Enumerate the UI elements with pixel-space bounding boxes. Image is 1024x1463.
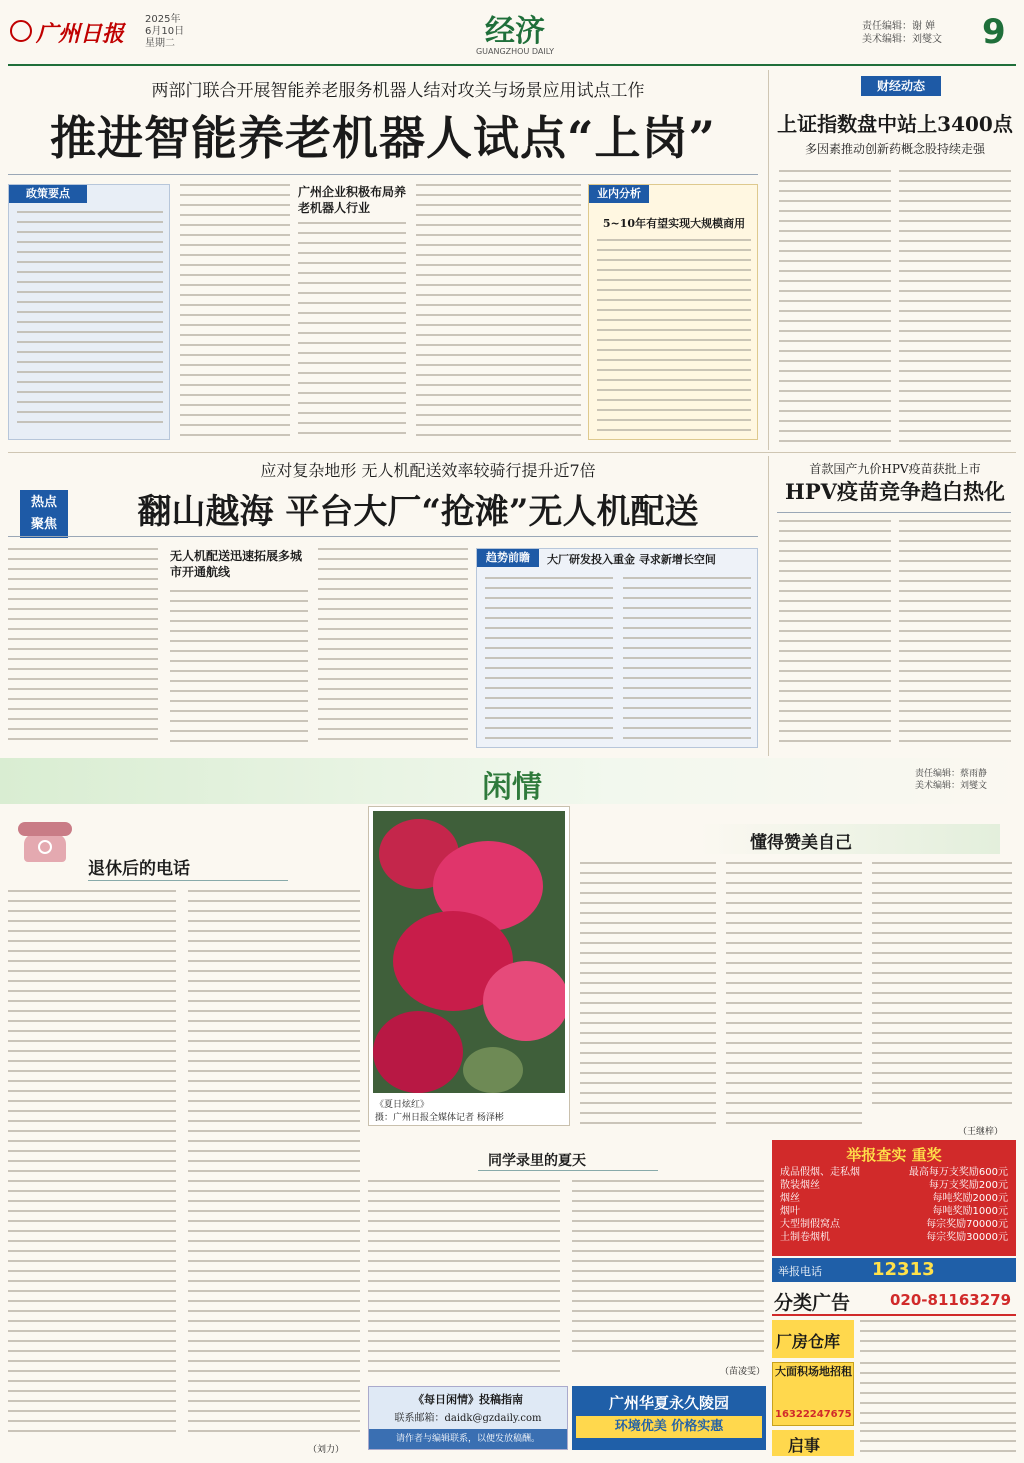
- essay2-col-3: [872, 862, 1012, 1112]
- story2-divider: [8, 536, 758, 537]
- report-title: 举报查实 重奖: [846, 1146, 942, 1164]
- report-row: 大型制假窝点 每宗奖励70000元: [780, 1219, 1008, 1230]
- telephone-icon: [16, 816, 72, 864]
- story-drone-delivery: [8, 456, 758, 756]
- story1-col-1: [180, 184, 290, 440]
- ads-column: [772, 1140, 1016, 1456]
- section-subtitle: GUANGZHOU DAILY: [475, 47, 555, 56]
- classified-title: 分类广告: [774, 1292, 851, 1314]
- cemetery-ad: [572, 1386, 766, 1450]
- finance-subhead: 多因素推动创新药概念股持续走强: [804, 142, 985, 156]
- big-site-listing: [860, 1362, 1016, 1426]
- warehouse-listing: [860, 1320, 1016, 1358]
- submission-notice: [368, 1386, 568, 1450]
- masthead-rule: [8, 64, 1016, 66]
- report-row: 土制卷烟机 每宗奖励30000元: [780, 1232, 1008, 1243]
- masthead: [0, 0, 1024, 70]
- story1-col-2: [298, 222, 406, 440]
- story2-col-3: [318, 548, 468, 748]
- trend-title: 大厂研发投入重金 寻求新增长空间: [547, 553, 716, 566]
- essay1-col-2: [188, 890, 360, 1438]
- essay-summer-yearbook: [368, 1136, 766, 1384]
- hpv-col-2: [899, 520, 1011, 748]
- issue-date: 2025年 6月10日 星期二: [145, 14, 185, 49]
- essay3-author: （苗凌雯）: [720, 1367, 766, 1377]
- essay1-title: 退休后的电话: [88, 859, 190, 879]
- finance-tag: 财经动态: [861, 76, 941, 96]
- hpv-kicker: 首款国产九价HPV疫苗获批上市: [809, 462, 981, 476]
- analysis-box: [588, 184, 758, 440]
- story1-subhead: 广州企业积极布局养老机器人行业: [298, 185, 407, 215]
- hot-focus-tag: 热点 聚焦: [20, 490, 68, 538]
- trend-box: [476, 548, 758, 748]
- notice-ad-listing: [860, 1430, 1016, 1456]
- policy-sidebar: [8, 184, 170, 440]
- story1-col-3: [416, 184, 581, 440]
- leisure-editors: 责任编辑：蔡雨静 美术编辑：刘燮文: [915, 769, 988, 791]
- hotline-number: 12313: [872, 1259, 935, 1280]
- story1-divider: [8, 174, 758, 175]
- leisure-header: [0, 758, 1024, 804]
- photo-block: [368, 806, 570, 1126]
- hpv-column: [768, 456, 1016, 756]
- bougainvillea-photo: [373, 811, 565, 1093]
- report-row: 成品假烟、走私烟 最高每万支奖励600元: [780, 1167, 1008, 1178]
- essay-praise-yourself: [580, 808, 1016, 1138]
- paper-logo-icon: [10, 20, 32, 42]
- band-divider-1: [8, 452, 1016, 453]
- cemetery-name: 广州华夏永久陵园: [608, 1394, 729, 1412]
- warehouse-ad: [772, 1320, 854, 1358]
- essay1-rule: [88, 880, 288, 881]
- story2-headline: 翻山越海 平台大厂“抢滩”无人机配送: [137, 492, 699, 532]
- essay2-col-2: [726, 862, 862, 1128]
- hpv-headline: HPV疫苗竞争趋白热化: [785, 479, 1005, 504]
- paper-name: 广州日报: [36, 21, 125, 47]
- essay2-col-1: [580, 862, 716, 1128]
- essay3-rule: [478, 1170, 658, 1171]
- story2-subhead: 无人机配送迅速拓展多城市开通航线: [170, 549, 303, 579]
- essay2-title: 懂得赞美自己: [750, 833, 852, 853]
- finance-column: [768, 70, 1016, 450]
- cemetery-slogan: 环境优美 价格实惠: [576, 1416, 762, 1438]
- story2-kicker: 应对复杂地形 无人机配送效率较骑行提升近7倍: [260, 461, 596, 480]
- hpv-col-1: [779, 520, 891, 748]
- big-site-title: 大面积场地招租: [775, 1365, 852, 1378]
- report-rows: [776, 1166, 1012, 1244]
- trend-tag: 趋势前瞻: [477, 549, 539, 567]
- essay1-author: （刘力）: [308, 1445, 345, 1455]
- hotline-label: 举报电话: [778, 1265, 822, 1278]
- finance-headline: 上证指数盘中站上3400点: [777, 112, 1013, 136]
- essay-retirement-calls: [8, 808, 362, 1456]
- notice-footer: 请作者与编辑联系，以便发放稿酬。: [369, 1429, 567, 1449]
- notice-ad: [772, 1430, 854, 1456]
- report-row: 散装烟丝 每万支奖励200元: [780, 1180, 1008, 1191]
- notice-title: 《每日闲情》投稿指南: [413, 1393, 523, 1406]
- essay2-author: （王继梓）: [958, 1127, 1004, 1137]
- essay3-col-2: [572, 1180, 764, 1360]
- big-site-ad: [772, 1362, 854, 1426]
- essay1-col-1: [8, 890, 176, 1438]
- notice-email: 联系邮箱：daidk@gzdaily.com: [394, 1413, 542, 1424]
- big-site-phone: 16322247675: [775, 1409, 852, 1420]
- story2-col-2: [170, 590, 308, 748]
- tobacco-report-ad: [772, 1140, 1016, 1256]
- story2-col-1: [8, 548, 158, 748]
- page-number: 9: [982, 12, 1006, 52]
- trend-text-1: [485, 577, 613, 741]
- trend-text-2: [623, 577, 751, 741]
- leisure-section-name: 闲情: [482, 770, 542, 805]
- classified-phone: 020-81163279: [890, 1291, 1012, 1309]
- story-robot-pilot: [8, 70, 758, 450]
- photo-caption: 摄：广州日报全媒体记者 杨泽彬: [375, 1113, 504, 1123]
- story1-headline: 推进智能养老机器人试点“上岗”: [50, 111, 716, 165]
- essay3-title: 同学录里的夏天: [488, 1153, 586, 1169]
- page-editors: 责任编辑：谢 婵 美术编辑：刘燮文: [862, 21, 942, 45]
- hpv-divider: [777, 512, 1011, 513]
- report-row: 烟叶 每吨奖励1000元: [780, 1206, 1008, 1217]
- section-name: 经济: [485, 14, 545, 49]
- essay3-col-1: [368, 1180, 560, 1374]
- hotline-bar: [772, 1258, 1016, 1282]
- story1-kicker: 两部门联合开展智能养老服务机器人结对攻关与场景应用试点工作: [151, 81, 645, 101]
- policy-tag: 政策要点: [9, 185, 87, 203]
- finance-col-1: [779, 170, 891, 442]
- policy-text: [17, 211, 163, 431]
- report-row: 烟丝 每吨奖励2000元: [780, 1193, 1008, 1204]
- analysis-tag: 业内分析: [589, 185, 649, 203]
- warehouse-title: 厂房仓库: [776, 1332, 841, 1351]
- photo-title: 《夏日炫红》: [375, 1100, 430, 1110]
- analysis-text: [597, 239, 751, 433]
- analysis-title: 5~10年有望实现大规模商用: [602, 217, 746, 230]
- finance-col-2: [899, 170, 1011, 442]
- notice-ad-title: 启事: [788, 1436, 821, 1455]
- classified-bar: [772, 1286, 1016, 1316]
